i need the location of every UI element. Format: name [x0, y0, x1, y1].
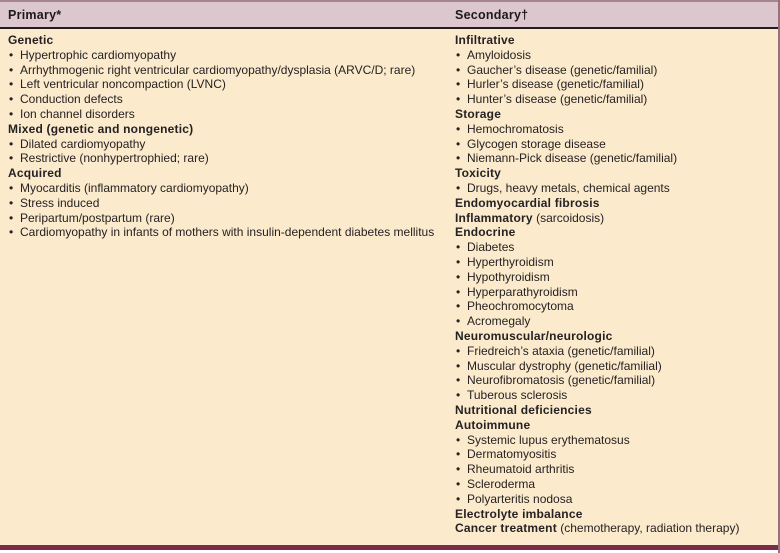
section-heading: Acquired — [8, 166, 62, 181]
column-header-primary: Primary* — [8, 7, 62, 22]
list-item: • Rheumatoid arthritis — [455, 462, 772, 477]
column-secondary — [455, 33, 772, 545]
list-item: • Tuberous sclerosis — [455, 388, 772, 403]
list-item: • Systemic lupus erythematosus — [455, 433, 772, 448]
list-item: • Hypothyroidism — [455, 270, 772, 285]
list-item: • Dermatomyositis — [455, 447, 772, 462]
section-items — [8, 181, 441, 240]
list-item: • Conduction defects — [8, 92, 441, 107]
list-item: • Hemochromatosis — [455, 122, 772, 137]
section-items — [455, 433, 772, 507]
section-heading: Cancer treatment (chemotherapy, radiation therapy) — [455, 521, 740, 536]
section-heading: Nutritional deficiencies — [455, 402, 592, 417]
section-heading: Electrolyte imbalance — [455, 506, 583, 521]
section-items — [8, 48, 441, 122]
list-item: • Hurler’s disease (genetic/familial) — [455, 77, 772, 92]
list-item: • Pheochromocytoma — [455, 299, 772, 314]
section-heading: Storage — [455, 106, 502, 121]
section-heading-suffix: (chemotherapy, radiation therapy) — [556, 521, 740, 536]
section-heading: Autoimmune — [455, 417, 531, 432]
list-item: • Peripartum/postpartum (rare) — [8, 211, 441, 226]
list-item: • Acromegaly — [455, 314, 772, 329]
table-body — [0, 29, 778, 545]
section-heading: Toxicity — [455, 166, 502, 181]
list-item: • Ion channel disorders — [8, 107, 441, 122]
list-item: • Hyperthyroidism — [455, 255, 772, 270]
list-item: • Hyperparathyroidism — [455, 285, 772, 300]
section-heading: Endocrine — [455, 225, 516, 240]
list-item: • Arrhythmogenic right ventricular cardiomyopathy/dysplasia (ARVC/D; rare) — [8, 63, 441, 78]
section-items — [455, 181, 772, 196]
list-item: • Gaucher’s disease (genetic/familial) — [455, 63, 772, 78]
column-primary — [8, 33, 455, 545]
column-header-secondary: Secondary† — [455, 7, 529, 22]
list-item: • Hypertrophic cardiomyopathy — [8, 48, 441, 63]
section-items — [455, 240, 772, 329]
table-header-row — [0, 2, 778, 29]
section-heading: Infiltrative — [455, 33, 515, 47]
section-heading: Neuromuscular/neurologic — [455, 328, 613, 343]
list-item: • Amyloidosis — [455, 48, 772, 63]
list-item: • Cardiomyopathy in infants of mothers with insulin-dependent diabetes mellitus — [8, 225, 441, 240]
bottom-rule — [0, 545, 778, 550]
list-item: • Scleroderma — [455, 477, 772, 492]
list-item: • Myocarditis (inflammatory cardiomyopathy) — [8, 181, 441, 196]
list-item: • Hunter’s disease (genetic/familial) — [455, 92, 772, 107]
list-item: • Polyarteritis nodosa — [455, 492, 772, 507]
section-heading-suffix: (sarcoidosis) — [532, 210, 605, 225]
section-heading: Genetic — [8, 33, 54, 47]
section-items — [455, 122, 772, 166]
list-item: • Neurofibromatosis (genetic/familial) — [455, 373, 772, 388]
section-heading: Inflammatory (sarcoidosis) — [455, 210, 605, 225]
section-heading: Endomyocardial fibrosis — [455, 195, 600, 210]
section-items — [8, 137, 441, 167]
list-item: • Glycogen storage disease — [455, 137, 772, 152]
section-heading: Mixed (genetic and nongenetic) — [8, 121, 194, 136]
section-items — [455, 48, 772, 107]
list-item: • Drugs, heavy metals, chemical agents — [455, 181, 772, 196]
list-item: • Dilated cardiomyopathy — [8, 137, 441, 152]
list-item: • Left ventricular noncompaction (LVNC) — [8, 77, 441, 92]
section-items — [455, 344, 772, 403]
list-item: • Diabetes — [455, 240, 772, 255]
list-item: • Niemann-Pick disease (genetic/familial) — [455, 151, 772, 166]
list-item: • Stress induced — [8, 196, 441, 211]
list-item: • Restrictive (nonhypertrophied; rare) — [8, 151, 441, 166]
list-item: • Friedreich’s ataxia (genetic/familial) — [455, 344, 772, 359]
list-item: • Muscular dystrophy (genetic/familial) — [455, 359, 772, 374]
